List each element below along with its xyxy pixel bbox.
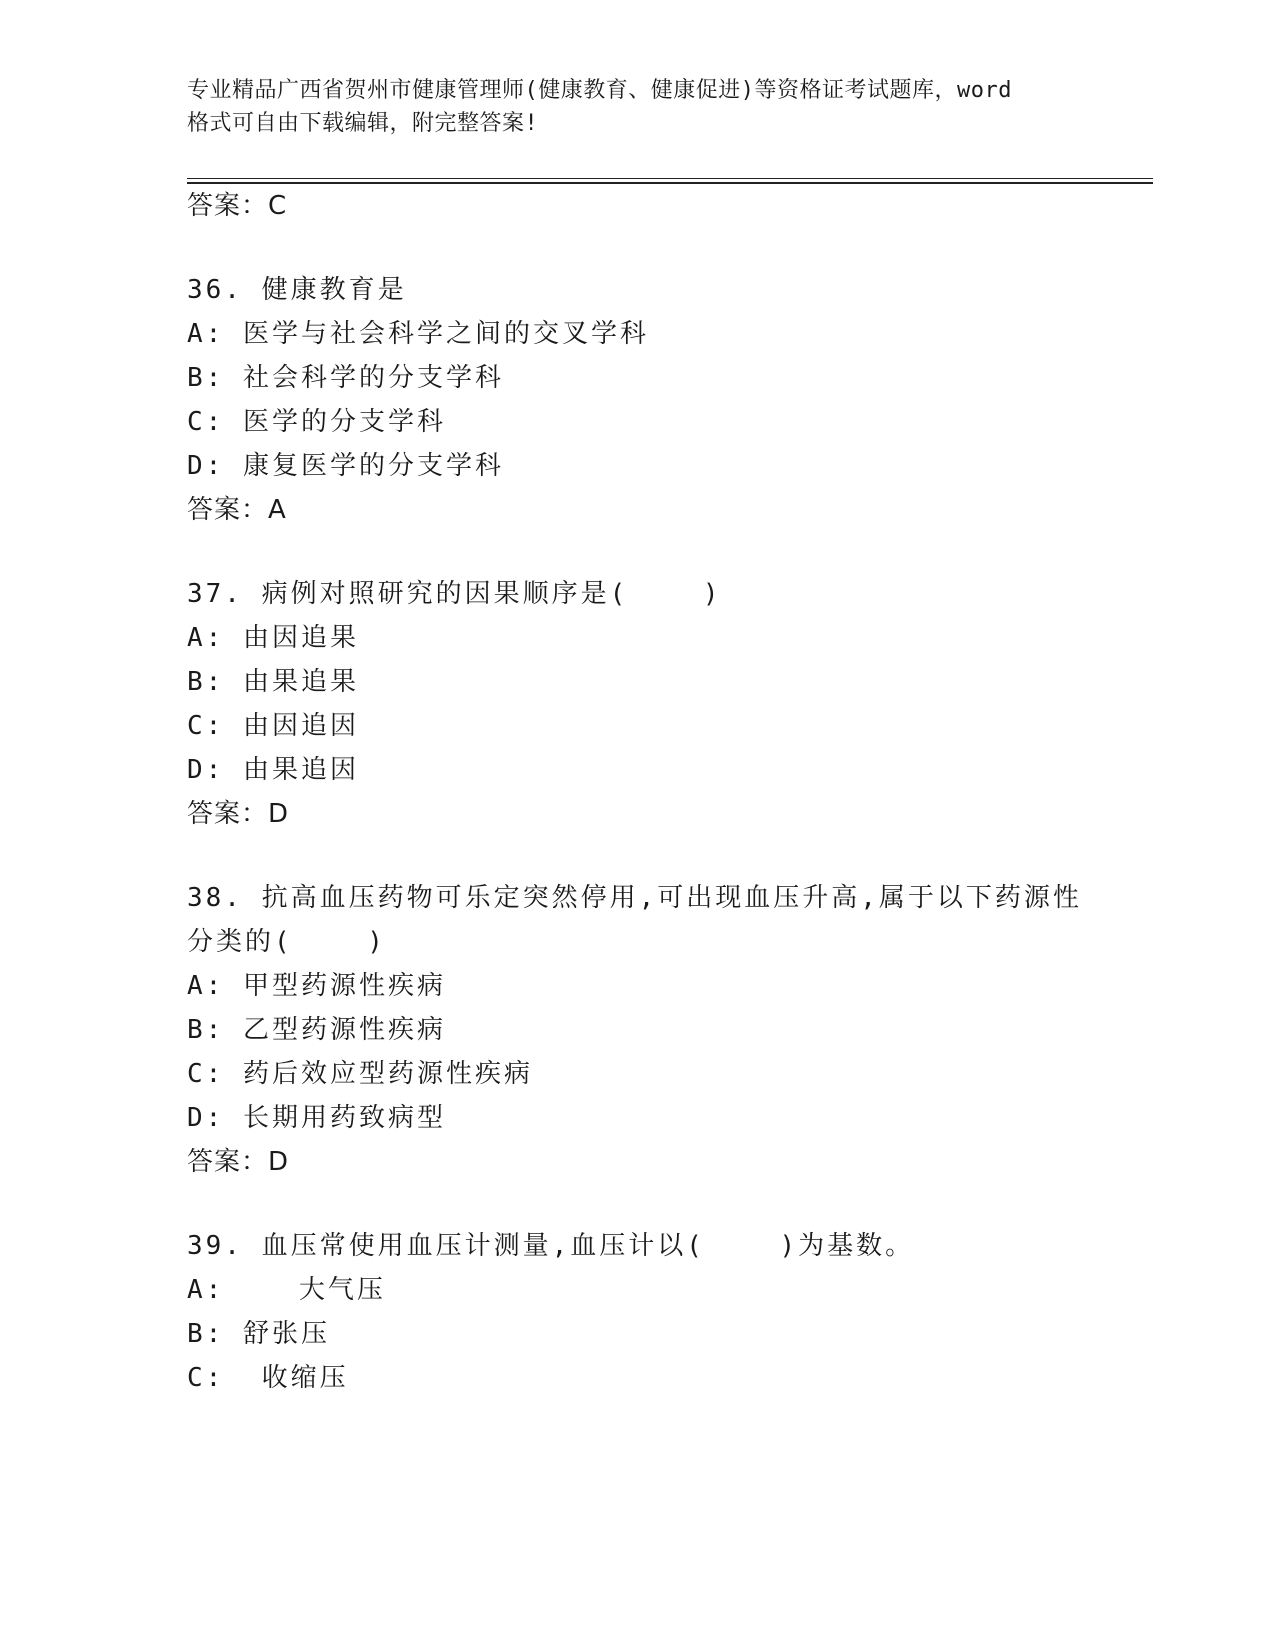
header-line-1: 专业精品广西省贺州市健康管理师(健康教育、健康促进)等资格证考试题库，word <box>187 78 1012 103</box>
question-38-answer: 答案：D <box>187 1147 290 1177</box>
header-line-2: 格式可自由下载编辑，附完整答案! <box>187 111 539 136</box>
question-39-option-c: C: 收缩压 <box>187 1363 349 1393</box>
question-36-option-d: D: 康复医学的分支学科 <box>187 451 504 481</box>
question-37-option-d: D: 由果追因 <box>187 755 359 785</box>
header-divider-thin <box>187 178 1153 179</box>
question-38-option-a: A: 甲型药源性疾病 <box>187 971 446 1001</box>
question-37-option-b: B: 由果追果 <box>187 667 359 697</box>
previous-answer: 答案：C <box>187 191 288 221</box>
header-divider-thick <box>187 182 1153 184</box>
question-37-title: 37. 病例对照研究的因果顺序是( ) <box>187 579 722 609</box>
question-38-option-c: C: 药后效应型药源性疾病 <box>187 1059 533 1089</box>
question-36-option-b: B: 社会科学的分支学科 <box>187 363 504 393</box>
question-38-title-line-1: 38. 抗高血压药物可乐定突然停用,可出现血压升高,属于以下药源性 <box>187 883 1082 913</box>
question-37-answer: 答案：D <box>187 799 290 829</box>
question-36-option-a: A: 医学与社会科学之间的交叉学科 <box>187 319 649 349</box>
question-38-option-b: B: 乙型药源性疾病 <box>187 1015 446 1045</box>
document-header <box>187 74 1087 140</box>
question-36-answer: 答案：A <box>187 495 287 525</box>
question-38-option-d: D: 长期用药致病型 <box>187 1103 446 1133</box>
question-38-title-line-2: 分类的( ) <box>187 927 386 957</box>
question-39-option-b: B: 舒张压 <box>187 1319 330 1349</box>
question-36-option-c: C: 医学的分支学科 <box>187 407 446 437</box>
question-37-option-c: C: 由因追因 <box>187 711 359 741</box>
question-39-title: 39. 血压常使用血压计测量,血压计以( )为基数。 <box>187 1231 915 1261</box>
question-39-option-a: A: 大气压 <box>187 1275 386 1305</box>
question-37-option-a: A: 由因追果 <box>187 623 359 653</box>
question-36-title: 36. 健康教育是 <box>187 275 407 305</box>
